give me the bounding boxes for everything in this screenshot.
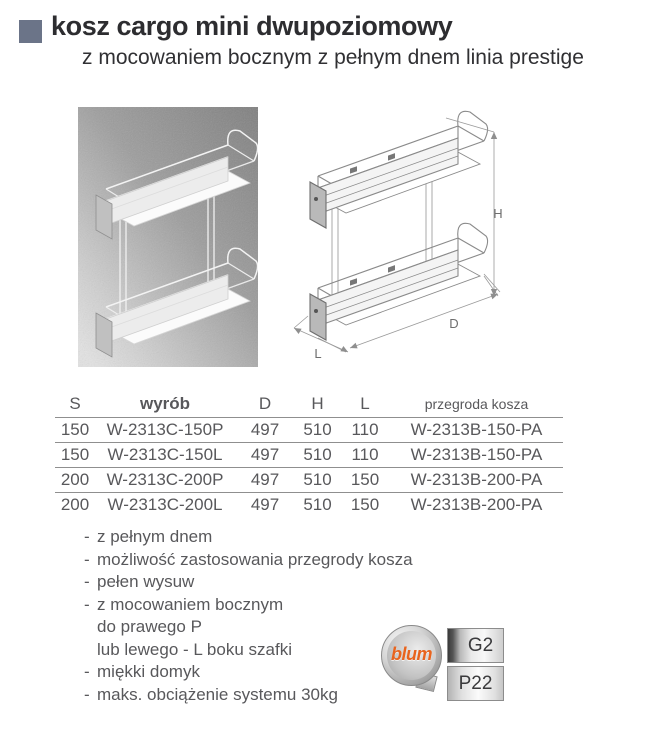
- feature-item: [84, 639, 413, 662]
- page-title: kosz cargo mini dwupoziomowy: [51, 11, 453, 41]
- col-header-h: H: [295, 390, 340, 418]
- table-header-row: [55, 390, 563, 418]
- features-list: [84, 526, 413, 706]
- dim-label-d: D: [449, 316, 459, 331]
- feature-item: [84, 616, 413, 639]
- feature-item: [84, 594, 413, 617]
- feature-item: [84, 571, 413, 594]
- badge-g2: [447, 628, 504, 663]
- cell-l: 110: [340, 443, 390, 468]
- bullet-dash: -: [84, 527, 90, 546]
- product-photo: [78, 107, 258, 367]
- feature-text: pełen wysuw: [97, 572, 195, 591]
- cell-d: 497: [235, 418, 295, 443]
- cell-s: 150: [55, 418, 95, 443]
- cell-wyrob: W-2313C-150L: [95, 443, 235, 468]
- blum-logo: [381, 625, 442, 686]
- page-subtitle: z mocowaniem bocznym z pełnym dnem linia prestige: [82, 46, 584, 69]
- col-header-wyrob: wyrób: [95, 390, 235, 418]
- cell-l: 150: [350, 495, 380, 514]
- cell-przegroda: W-2313B-150-PA: [390, 418, 563, 443]
- product-photo-art: [78, 107, 258, 367]
- cell-s: 150: [55, 443, 95, 468]
- cell-s: 200: [60, 495, 90, 514]
- table-row: [55, 418, 563, 443]
- feature-text: z pełnym dnem: [97, 527, 213, 546]
- cell-h: 510: [295, 468, 340, 493]
- badge-g2-label: G2: [467, 634, 494, 656]
- table-row: [55, 493, 563, 518]
- col-header-d: D: [235, 390, 295, 418]
- feature-text: lub lewego - L boku szafki: [97, 639, 292, 659]
- cell-d: 497: [250, 495, 280, 514]
- blum-logo-text: blum: [391, 644, 432, 664]
- drawing-basket-lower: [310, 223, 488, 340]
- bullet-dash: -: [84, 549, 90, 569]
- bullet-dash: -: [84, 684, 90, 704]
- badge-p22: [447, 666, 504, 701]
- bullet-dash: -: [84, 572, 90, 591]
- technical-drawing: [288, 106, 506, 368]
- feature-item: [84, 549, 413, 572]
- cell-przegroda: W-2313B-150-PA: [390, 443, 563, 468]
- technical-drawing-art: [288, 106, 506, 368]
- dim-label-h: H: [493, 206, 503, 221]
- badge-p22-label: P22: [458, 672, 493, 694]
- cell-wyrob: W-2313C-200P: [95, 468, 235, 493]
- feature-text: miękki domyk: [97, 662, 200, 681]
- feature-text: do prawego P: [97, 617, 202, 636]
- feature-item: [84, 684, 413, 707]
- table-row: [55, 468, 563, 493]
- feature-item: [84, 661, 413, 684]
- cell-h: 510: [295, 418, 340, 443]
- table-row: [55, 443, 563, 468]
- cell-h: 510: [303, 495, 332, 514]
- feature-text: maks. obciążenie systemu 30kg: [97, 684, 338, 704]
- feature-text: możliwość zastosowania przegrody kosza: [97, 549, 413, 569]
- cell-przegroda: W-2313B-200-PA: [410, 495, 543, 514]
- dim-label-l: L: [314, 346, 322, 361]
- cell-d: 497: [235, 468, 295, 493]
- col-header-l: L: [340, 390, 390, 418]
- cell-wyrob: W-2313C-150P: [95, 418, 235, 443]
- accent-square: [19, 20, 42, 43]
- cell-wyrob: W-2313C-200L: [107, 495, 223, 514]
- drawing-basket-upper: [310, 111, 488, 228]
- feature-item: [84, 526, 413, 549]
- cell-h: 510: [295, 443, 340, 468]
- cell-l: 150: [340, 468, 390, 493]
- cell-d: 497: [235, 443, 295, 468]
- cell-l: 110: [340, 418, 390, 443]
- bullet-dash: -: [84, 662, 90, 681]
- cell-przegroda: W-2313B-200-PA: [390, 468, 563, 493]
- col-header-przegroda: przegroda kosza: [390, 390, 563, 418]
- bullet-dash: -: [84, 594, 90, 614]
- cell-s: 200: [55, 468, 95, 493]
- feature-text: z mocowaniem bocznym: [97, 594, 284, 614]
- dimensions-table: [55, 390, 563, 517]
- col-header-s: S: [55, 390, 95, 418]
